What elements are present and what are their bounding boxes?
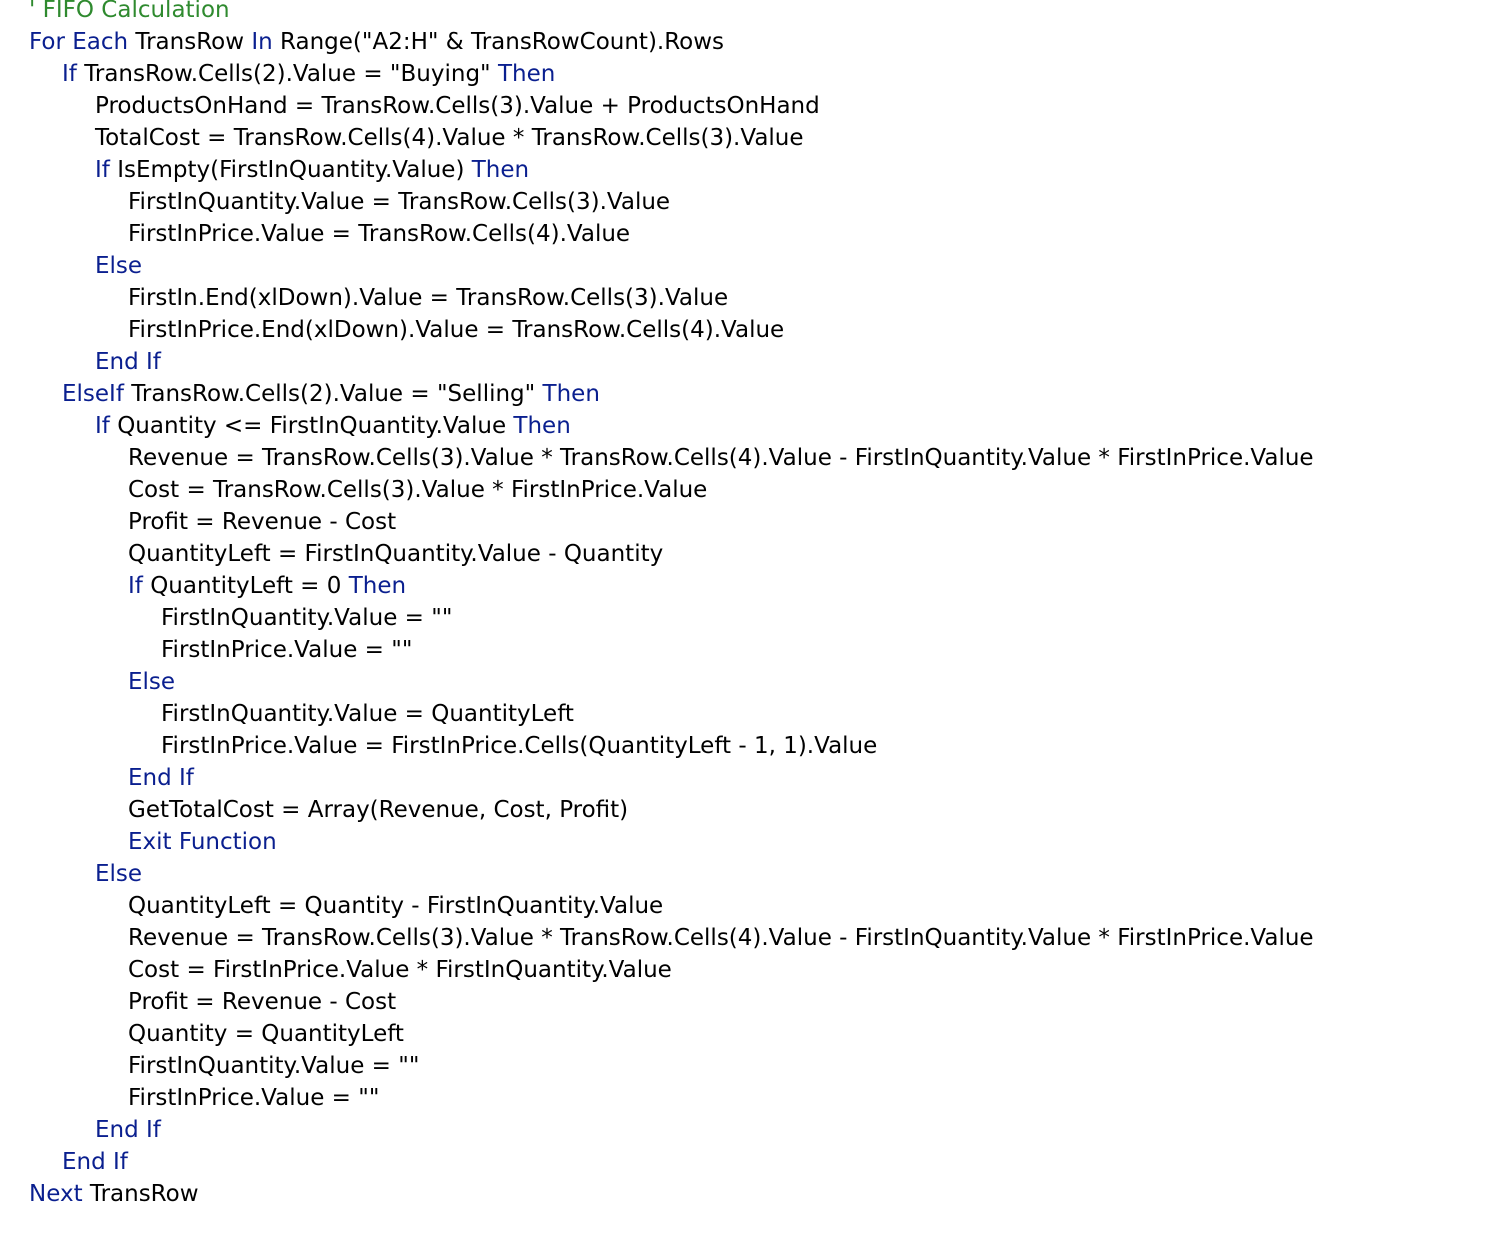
code-line[interactable] bbox=[128, 986, 396, 1018]
text-token: Quantity = QuantityLeft bbox=[128, 1021, 404, 1047]
keyword-token: End If bbox=[95, 349, 161, 375]
code-line[interactable] bbox=[29, 0, 230, 26]
keyword-token: In bbox=[251, 29, 273, 55]
keyword-token: If bbox=[95, 157, 110, 183]
code-line[interactable] bbox=[95, 122, 804, 154]
text-token: TransRow bbox=[82, 1181, 199, 1207]
code-line[interactable] bbox=[95, 410, 571, 442]
text-token: Quantity <= FirstInQuantity.Value bbox=[109, 413, 514, 439]
code-line[interactable] bbox=[95, 346, 161, 378]
keyword-token: If bbox=[128, 573, 143, 599]
code-line[interactable] bbox=[161, 730, 877, 762]
code-line[interactable] bbox=[95, 154, 529, 186]
text-token: FirstInQuantity.Value = TransRow.Cells(3).Value bbox=[128, 189, 671, 215]
keyword-token: Else bbox=[95, 253, 143, 279]
text-token: FirstInPrice.End(xlDown).Value = TransRow.Cells(4).Value bbox=[128, 317, 785, 343]
text-token: Revenue = TransRow.Cells(3).Value * TransRow.Cells(4).Value - FirstInQuantity.Value * FirstInPrice.Value bbox=[128, 445, 1314, 471]
keyword-token: Next bbox=[29, 1181, 83, 1207]
keyword-token: Then bbox=[471, 157, 530, 183]
text-token: QuantityLeft = 0 bbox=[142, 573, 349, 599]
code-line[interactable] bbox=[29, 26, 724, 58]
keyword-token: Then bbox=[513, 413, 571, 439]
text-token: Revenue = TransRow.Cells(3).Value * TransRow.Cells(4).Value - FirstInQuantity.Value * FirstInPrice.Value bbox=[128, 925, 1314, 951]
text-token: TransRow.Cells(2).Value = "Selling" bbox=[123, 381, 543, 407]
text-token: Profit = Revenue - Cost bbox=[128, 509, 397, 535]
keyword-token: End If bbox=[95, 1117, 161, 1143]
keyword-token: If bbox=[62, 61, 77, 87]
code-line[interactable] bbox=[128, 794, 628, 826]
code-line[interactable] bbox=[95, 250, 142, 282]
code-line[interactable] bbox=[128, 314, 784, 346]
text-token: Cost = TransRow.Cells(3).Value * FirstInPrice.Value bbox=[128, 477, 708, 503]
code-line[interactable] bbox=[128, 506, 396, 538]
code-line[interactable] bbox=[29, 1178, 199, 1210]
keyword-token: End If bbox=[62, 1149, 128, 1175]
code-line[interactable] bbox=[128, 570, 406, 602]
comment-token: ' FIFO Calculation bbox=[29, 0, 230, 23]
code-line[interactable] bbox=[128, 218, 630, 250]
text-token: FirstInPrice.Value = "" bbox=[128, 1085, 380, 1111]
text-token: GetTotalCost = Array(Revenue, Cost, Profit) bbox=[128, 797, 629, 823]
code-line[interactable] bbox=[161, 698, 574, 730]
text-token: IsEmpty(FirstInQuantity.Value) bbox=[109, 157, 472, 183]
code-line[interactable] bbox=[161, 634, 412, 666]
text-token: ProductsOnHand = TransRow.Cells(3).Value + ProductsOnHand bbox=[95, 93, 820, 119]
code-line[interactable] bbox=[128, 922, 1314, 954]
code-line[interactable] bbox=[128, 890, 663, 922]
text-token: TotalCost = TransRow.Cells(4).Value * TransRow.Cells(3).Value bbox=[95, 125, 804, 151]
keyword-token: Then bbox=[497, 61, 556, 87]
text-token: FirstIn.End(xlDown).Value = TransRow.Cells(3).Value bbox=[128, 285, 729, 311]
code-line[interactable] bbox=[128, 186, 670, 218]
code-line[interactable] bbox=[95, 90, 820, 122]
code-line[interactable] bbox=[62, 58, 555, 90]
code-line[interactable] bbox=[128, 954, 672, 986]
keyword-token: ElseIf bbox=[62, 381, 124, 407]
code-line[interactable] bbox=[128, 826, 277, 858]
code-line[interactable] bbox=[128, 538, 663, 570]
keyword-token: Then bbox=[348, 573, 407, 599]
keyword-token: End If bbox=[128, 765, 194, 791]
code-line[interactable] bbox=[128, 1082, 379, 1114]
text-token: FirstInQuantity.Value = QuantityLeft bbox=[161, 701, 574, 727]
text-token: FirstInQuantity.Value = "" bbox=[128, 1053, 420, 1079]
code-line[interactable] bbox=[128, 666, 175, 698]
code-line[interactable] bbox=[128, 474, 707, 506]
code-line[interactable] bbox=[128, 1018, 404, 1050]
code-line[interactable] bbox=[62, 1146, 128, 1178]
code-line[interactable] bbox=[128, 282, 728, 314]
text-token: FirstInPrice.Value = "" bbox=[161, 637, 413, 663]
code-line[interactable] bbox=[128, 1050, 419, 1082]
keyword-token: Then bbox=[542, 381, 600, 407]
text-token: Range("A2:H" & TransRowCount).Rows bbox=[272, 29, 725, 55]
keyword-token: Else bbox=[95, 861, 143, 887]
code-line[interactable] bbox=[62, 378, 600, 410]
text-token: QuantityLeft = Quantity - FirstInQuantity.Value bbox=[128, 893, 664, 919]
keyword-token: Exit Function bbox=[128, 829, 277, 855]
code-line[interactable] bbox=[95, 1114, 161, 1146]
text-token: FirstInPrice.Value = FirstInPrice.Cells(QuantityLeft - 1, 1).Value bbox=[161, 733, 878, 759]
text-token: TransRow bbox=[128, 29, 252, 55]
text-token: TransRow.Cells(2).Value = "Buying" bbox=[76, 61, 498, 87]
keyword-token: For Each bbox=[29, 29, 129, 55]
code-line[interactable] bbox=[161, 602, 452, 634]
code-line[interactable] bbox=[128, 442, 1314, 474]
keyword-token: Else bbox=[128, 669, 176, 695]
text-token: Cost = FirstInPrice.Value * FirstInQuantity.Value bbox=[128, 957, 672, 983]
text-token: FirstInPrice.Value = TransRow.Cells(4).Value bbox=[128, 221, 631, 247]
text-token: FirstInQuantity.Value = "" bbox=[161, 605, 453, 631]
keyword-token: If bbox=[95, 413, 110, 439]
code-line[interactable] bbox=[95, 858, 142, 890]
text-token: QuantityLeft = FirstInQuantity.Value - Quantity bbox=[128, 541, 664, 567]
code-line[interactable] bbox=[128, 762, 194, 794]
text-token: Profit = Revenue - Cost bbox=[128, 989, 397, 1015]
